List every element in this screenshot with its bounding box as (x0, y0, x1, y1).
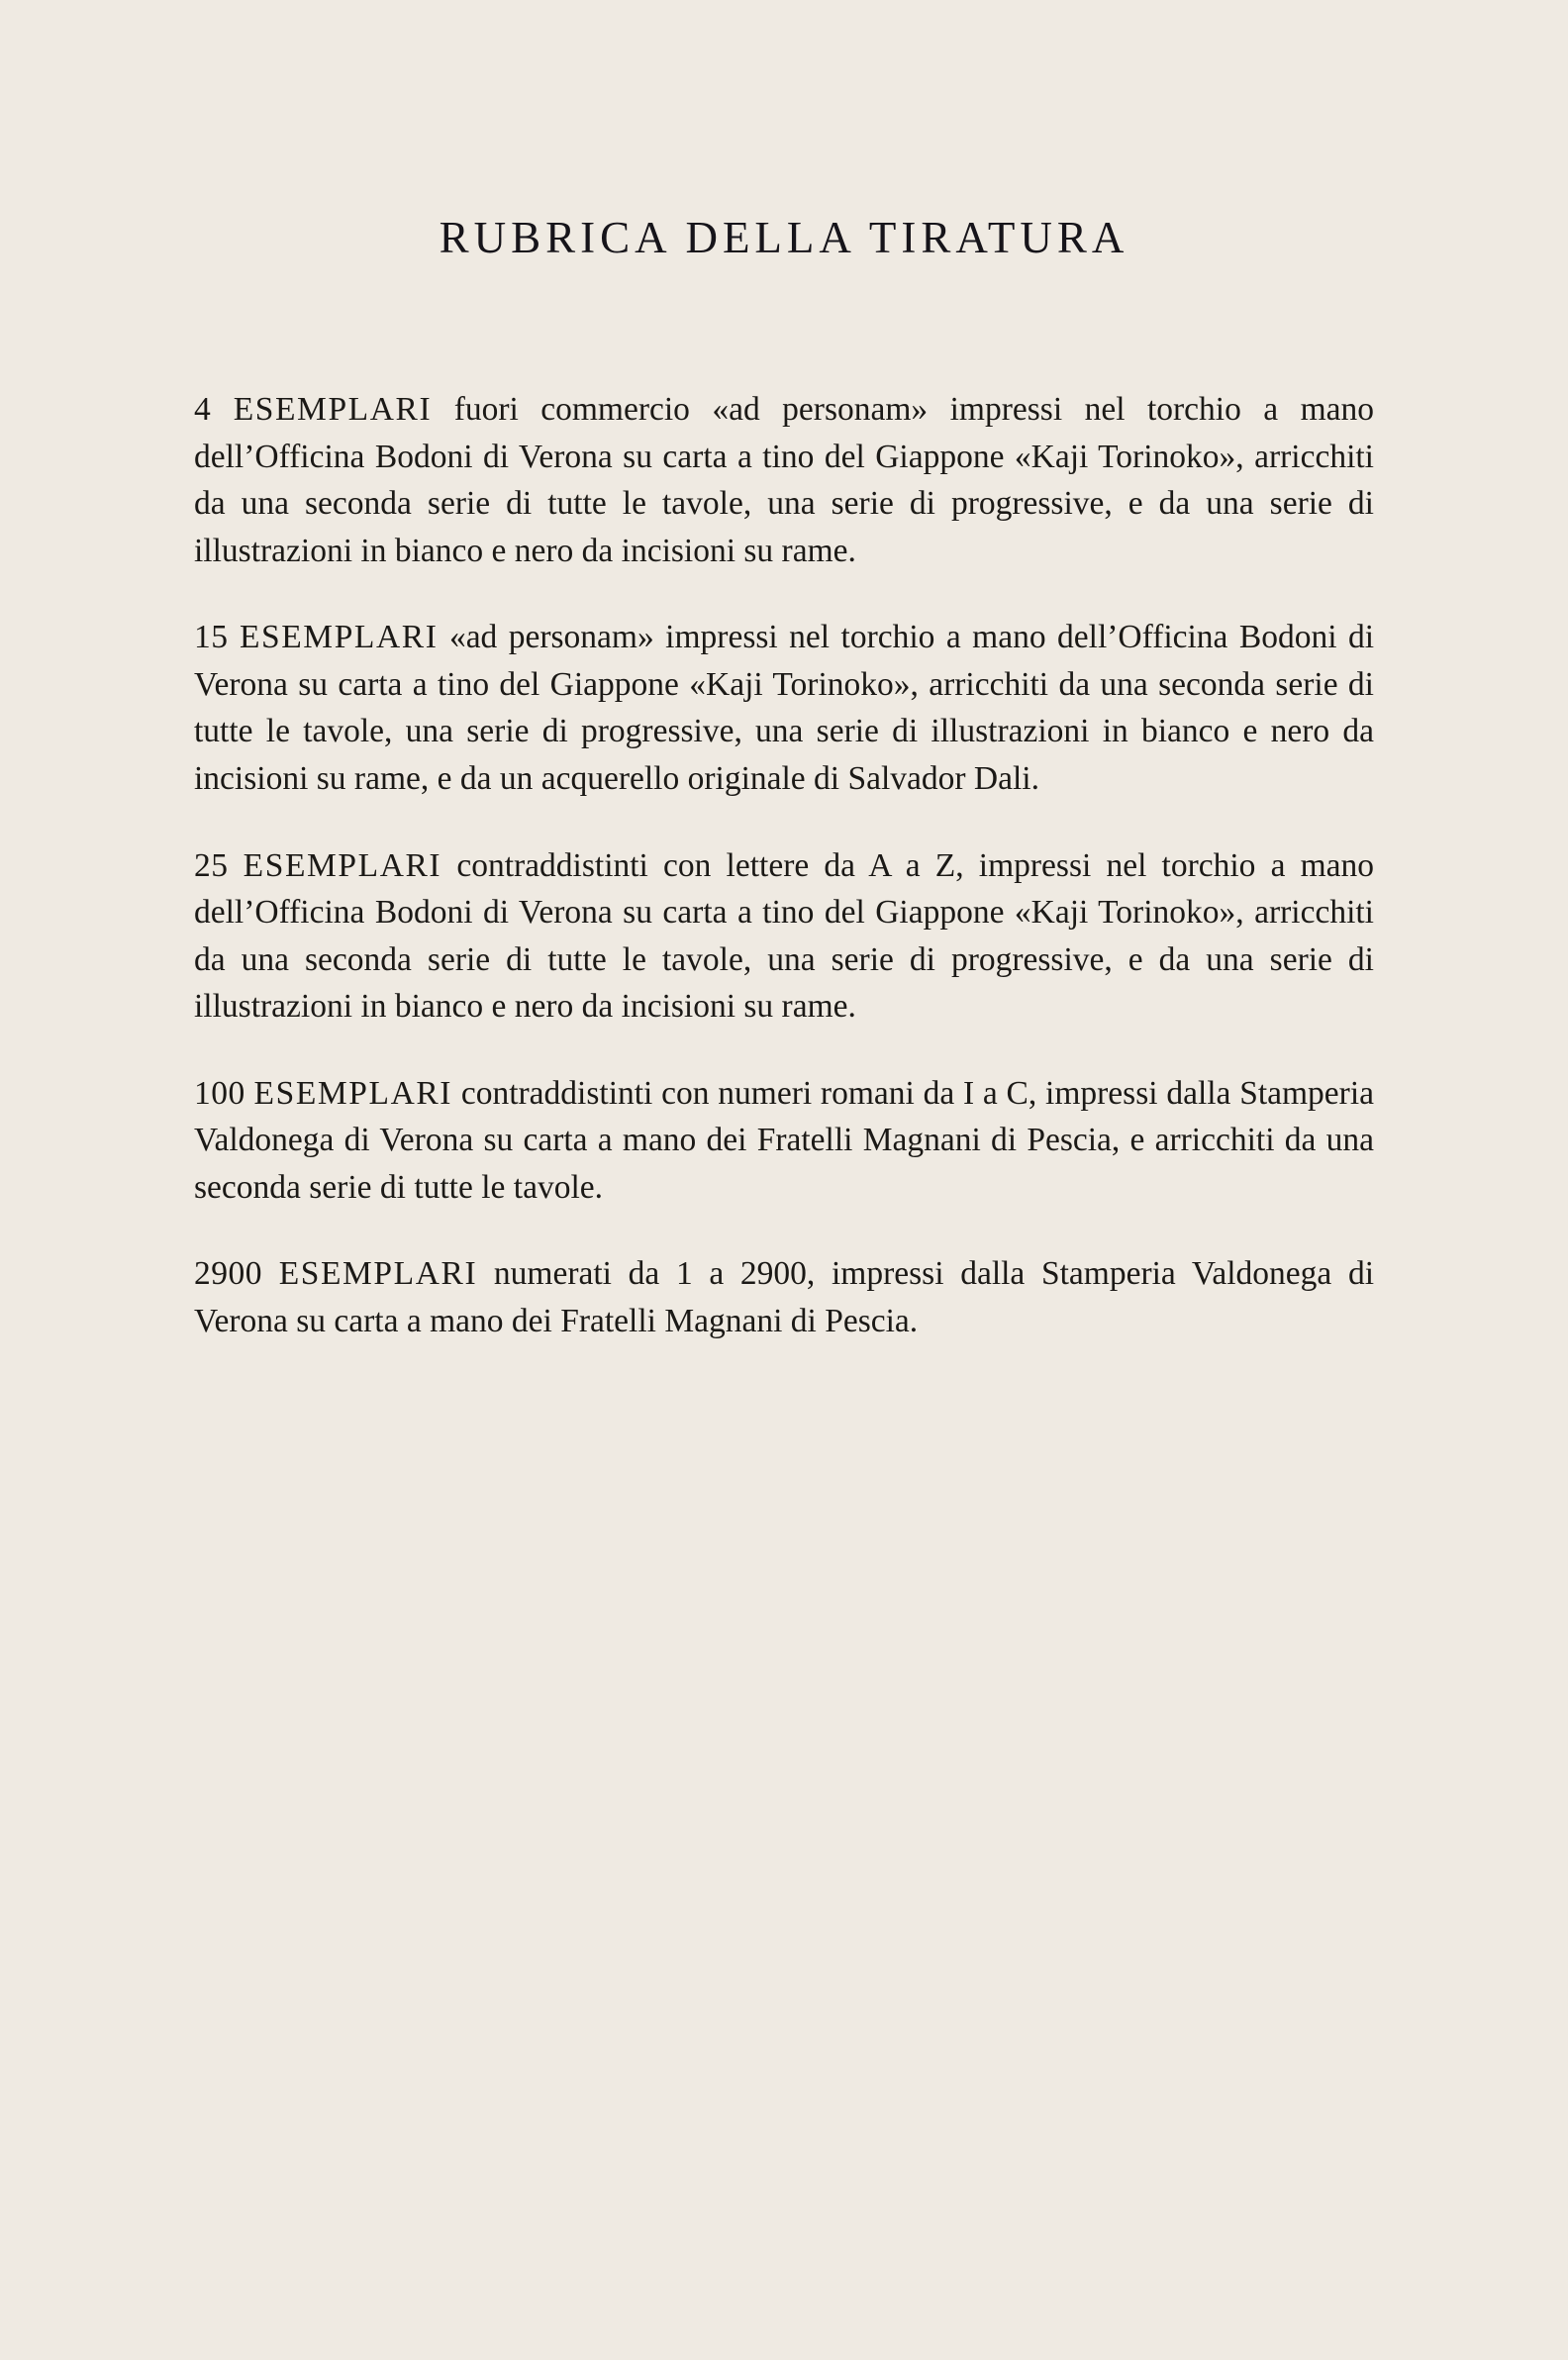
edition-count: 4 (194, 391, 212, 428)
edition-entry (194, 386, 1374, 574)
edition-count: 25 (194, 846, 229, 884)
edition-entry (194, 1070, 1374, 1212)
edition-text: «ad personam» impressi nel torchio a mano dell’Officina Bodoni di Verona su carta a tino del Giappone «Kaji Torinoko», arricchiti da una seconda serie di tutte le tavole, una serie di progressive, una serie di illustrazioni in bianco e nero da incisioni su rame, e da un acquerello originale di Salvador Dali. (194, 619, 1375, 797)
edition-entry (194, 614, 1374, 802)
document-body (194, 386, 1374, 1345)
edition-entry (194, 842, 1374, 1031)
edition-text: fuori commercio «ad personam» impressi nel torchio a mano dell’Officina Bodoni di Verona su carta a tino del Giappone «Kaji Torinoko», arricchiti da una seconda serie di tutte le tavole, una serie di progressive, e da una serie di illustrazioni in bianco e nero da incisioni su rame. (194, 391, 1375, 569)
page-title: RUBRICA DELLA TIRATURA (439, 213, 1129, 262)
edition-entry (194, 1250, 1374, 1344)
edition-text: contraddistinti con lettere da A a Z, impressi nel torchio a mano dell’Officina Bodoni di Verona su carta a tino del Giappone «Kaji Torinoko», arricchiti da una seconda serie di tutte le tavole, una serie di progressive, e da una serie di illustrazioni in bianco e nero da incisioni su rame. (194, 846, 1375, 1026)
edition-text: contraddistinti con numeri romani da I a C, impressi dalla Stamperia Valdonega di Verona su carta a mano dei Fratelli Magnani di Pescia, e arricchiti da una seconda serie di tutte le tavole. (194, 1074, 1375, 1206)
edition-count: 2900 (194, 1255, 262, 1293)
edition-label: ESEMPLARI (233, 391, 433, 428)
edition-text: numerati da 1 a 2900, impressi dalla Stamperia Valdonega di Verona su carta a mano dei Fratelli Magnani di Pescia. (194, 1255, 1375, 1339)
edition-label: ESEMPLARI (243, 846, 442, 884)
edition-label: ESEMPLARI (253, 1074, 453, 1112)
edition-count: 15 (194, 619, 229, 656)
edition-label: ESEMPLARI (278, 1255, 478, 1293)
edition-count: 100 (194, 1074, 245, 1112)
edition-label: ESEMPLARI (239, 619, 439, 656)
